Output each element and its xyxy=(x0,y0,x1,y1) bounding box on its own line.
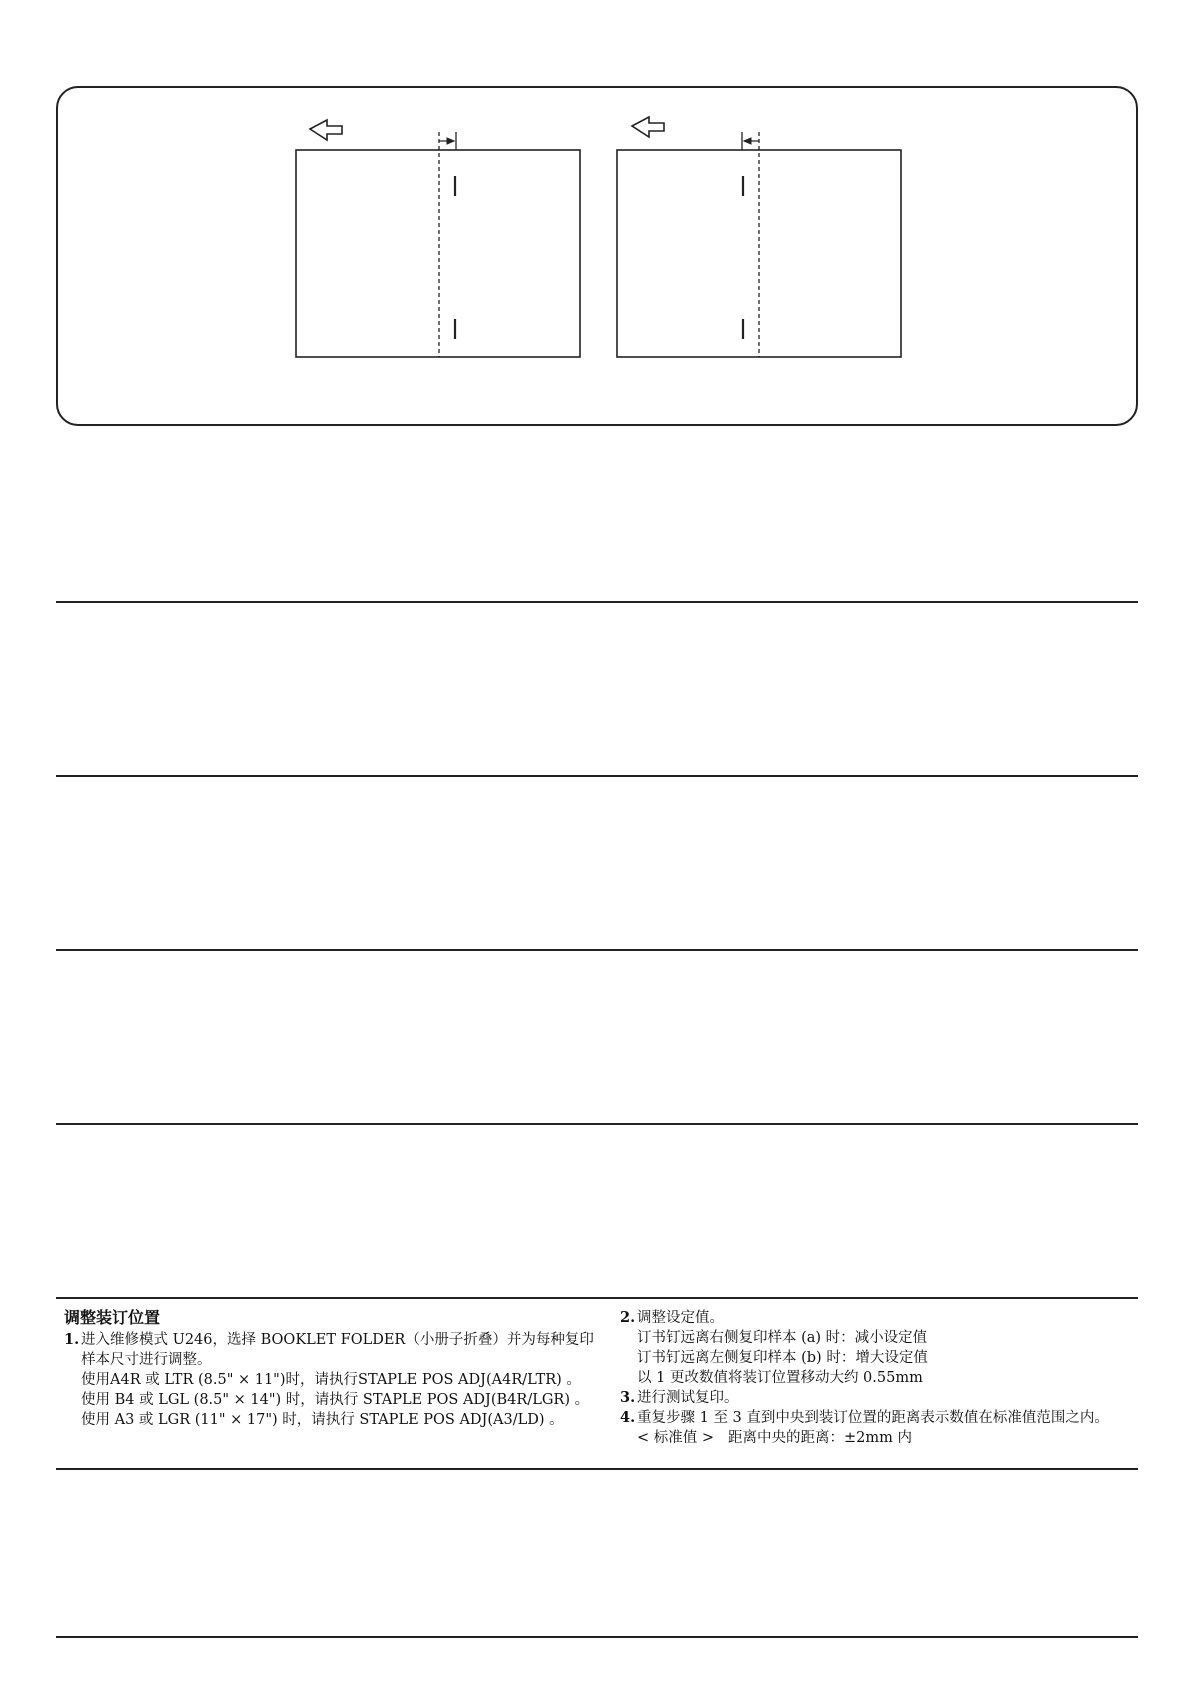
divider-rule xyxy=(56,1468,1138,1470)
feed-direction-arrow-icon xyxy=(632,117,664,137)
step-2 xyxy=(620,1308,1138,1328)
step-number: 1. xyxy=(64,1331,80,1348)
divider-rule xyxy=(56,1636,1138,1638)
step-1 xyxy=(64,1330,594,1370)
standard-value-label: < 标准值 > xyxy=(637,1430,715,1446)
step-1-subitem: 使用 A3 或 LGR (11" × 17") 时，请执行 STAPLE POS ADJ(A3/LD) 。 xyxy=(81,1412,564,1428)
step-text: 进入维修模式 U246，选择 BOOKLET FOLDER（小册子折叠）并为每种复印样本尺寸进行调整。 xyxy=(81,1332,594,1368)
standard-value-text: 距离中央的距离：±2mm 内 xyxy=(728,1430,913,1446)
step-1-subitem: 使用A4R 或 LTR (8.5" × 11")时，请执行STAPLE POS ADJ(A4R/LTR) 。 xyxy=(81,1372,581,1388)
step-number: 3. xyxy=(620,1389,636,1406)
section-heading: 调整装订位置 xyxy=(64,1308,161,1327)
standard-value xyxy=(620,1428,1138,1448)
right-column xyxy=(620,1308,1138,1448)
illustration-panel xyxy=(56,86,1138,426)
staple-position-diagram xyxy=(58,88,1140,428)
step-2-subitem: 订书钉远离右侧复印样本 (a) 时：减小设定值 xyxy=(637,1330,928,1346)
step-3 xyxy=(620,1388,1138,1408)
step-text: 调整设定值。 xyxy=(637,1310,724,1326)
divider-rule xyxy=(56,775,1138,777)
feed-direction-arrow-icon xyxy=(310,120,342,140)
step-4 xyxy=(620,1408,1138,1428)
step-number: 2. xyxy=(620,1309,636,1326)
sample-a-sheet xyxy=(296,150,580,357)
step-text: 重复步骤 1 至 3 直到中央到装订位置的距离表示数值在标准值范围之内。 xyxy=(637,1410,1109,1426)
step-2-subitem: 以 1 更改数值将装订位置移动大约 0.55mm xyxy=(637,1370,923,1386)
step-1-subitem: 使用 B4 或 LGL (8.5" × 14") 时，请执行 STAPLE POS ADJ(B4R/LGR) 。 xyxy=(81,1392,590,1408)
divider-rule xyxy=(56,601,1138,603)
staple-adjust-section xyxy=(56,1296,1138,1468)
divider-rule xyxy=(56,949,1138,951)
step-2-subitem: 订书钉远离左侧复印样本 (b) 时：增大设定值 xyxy=(637,1350,928,1366)
copy-sample-b xyxy=(617,117,901,357)
divider-rule xyxy=(56,1123,1138,1125)
step-number: 4. xyxy=(620,1409,636,1426)
left-column xyxy=(64,1308,594,1430)
step-text: 进行测试复印。 xyxy=(637,1390,739,1406)
copy-sample-a xyxy=(296,120,580,357)
